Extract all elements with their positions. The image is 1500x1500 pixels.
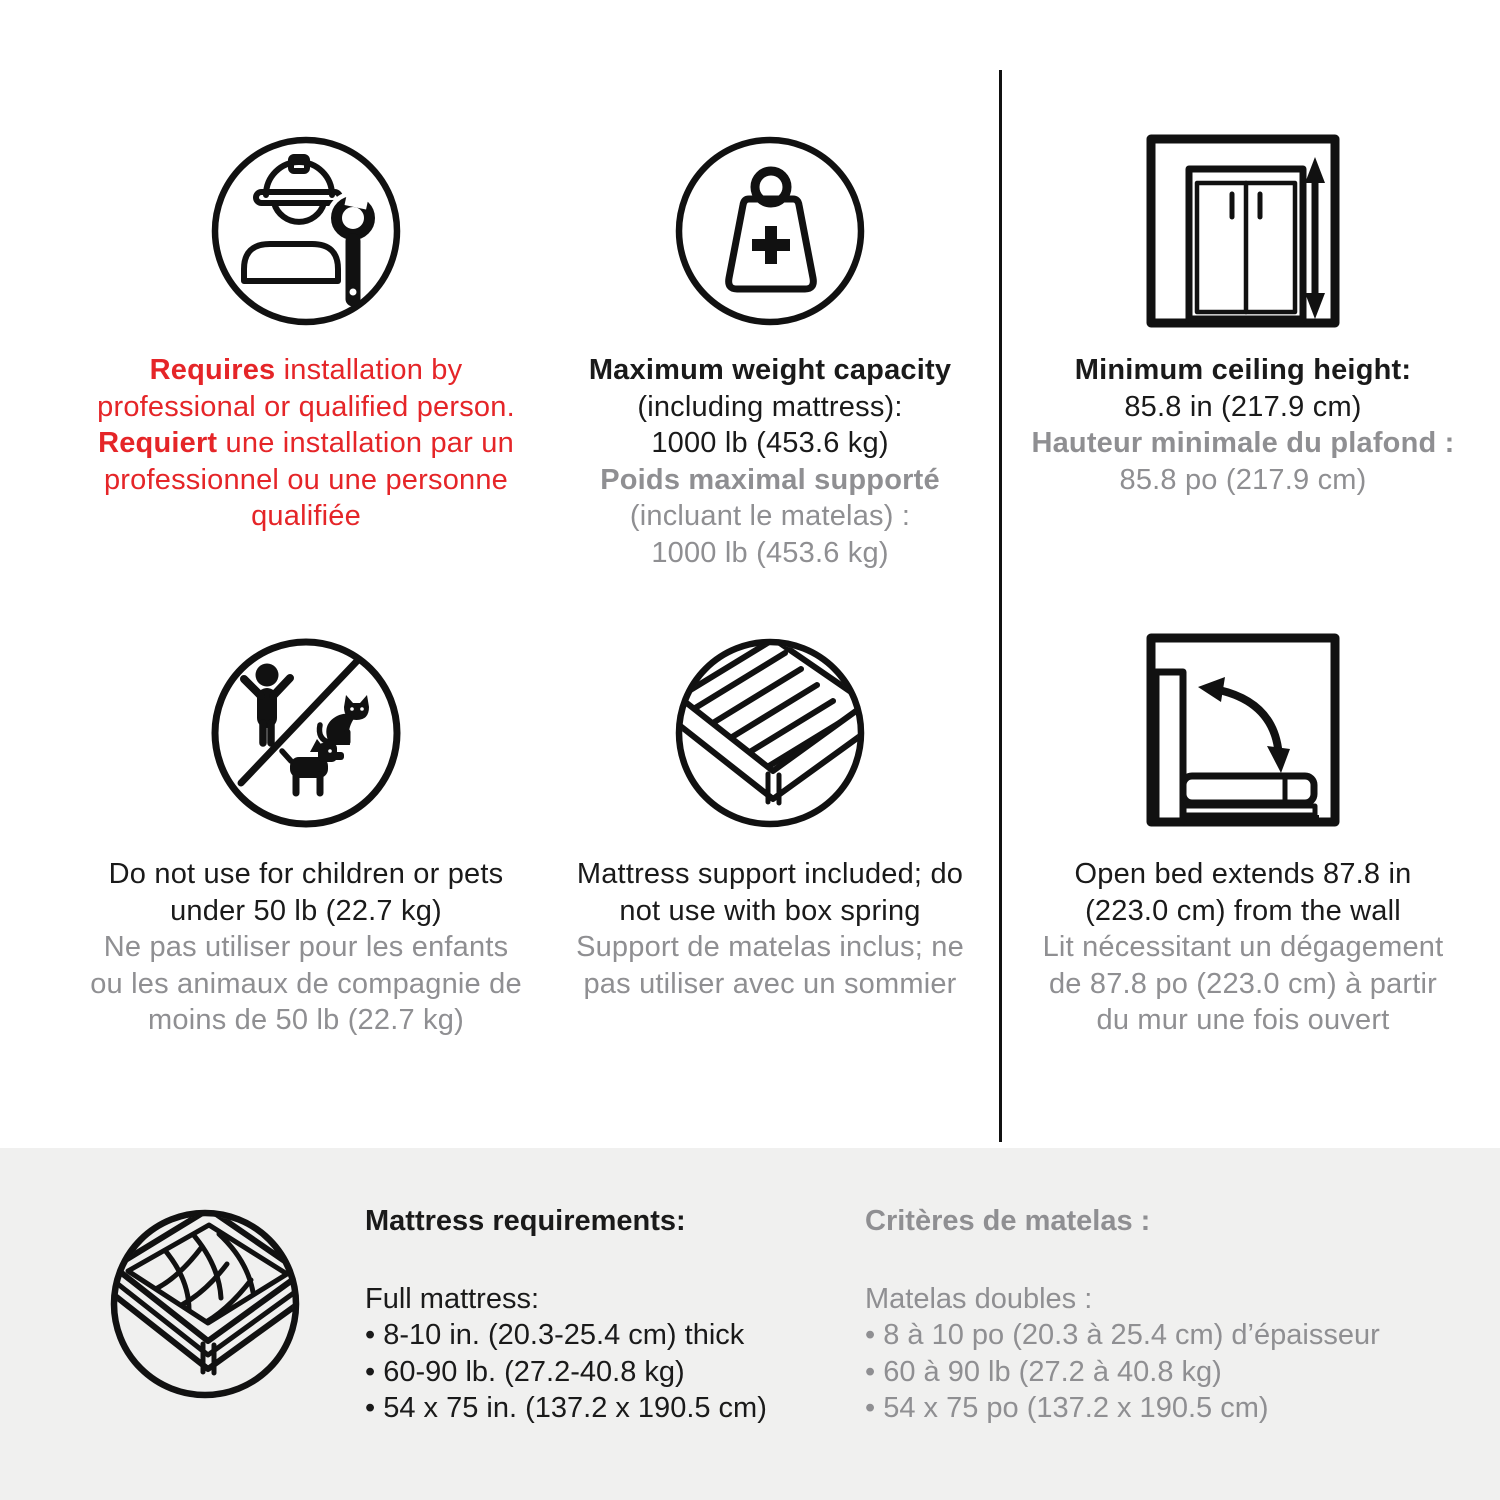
mattress-requirements-title-fr: Critères de matelas :: [865, 1205, 1151, 1237]
weight-plus-icon: [670, 131, 870, 331]
child-silhouette: [244, 664, 290, 744]
list-item: • 54 x 75 in. (137.2 x 190.5 cm): [365, 1390, 825, 1427]
card-text-weight: Maximum weight capacity (including mattress): 1000 lb (453.6 kg) Poids maximal supporté (incluant le matelas) : 1000 lb (453.6 kg): [588, 354, 952, 569]
cabinet-height-arrow-icon: [1143, 131, 1343, 331]
cat-silhouette: [319, 695, 369, 745]
tufted-mattress-icon: [105, 1204, 305, 1404]
murphy-bed-open-icon: [1143, 630, 1343, 830]
dog-silhouette: [282, 739, 344, 793]
installer-wrench-icon: [206, 131, 406, 331]
no-children-pets-icon: [206, 633, 406, 833]
card-text-ceiling: Minimum ceiling height: 85.8 in (217.9 cm) Hauteur minimale du plafond : 85.8 po (217.9 cm): [1031, 354, 1455, 496]
list-item: • 54 x 75 po (137.2 x 190.5 cm): [865, 1390, 1445, 1427]
mattress-requirements-list-en: [365, 1317, 825, 1427]
mattress-requirements-en: [365, 1203, 825, 1427]
mattress-requirements-title-en: Mattress requirements:: [365, 1205, 686, 1237]
slatted-base-icon: [670, 633, 870, 833]
vertical-divider: [999, 70, 1002, 1142]
mattress-requirements-fr: [865, 1203, 1445, 1427]
list-item: • 8 à 10 po (20.3 à 25.4 cm) d’épaisseur: [865, 1317, 1445, 1354]
list-item: • 60-90 lb. (27.2-40.8 kg): [365, 1354, 825, 1391]
card-text-installation: Requires installation by professional or qualified person. Requiert une installation par un professionnel ou une personne qualifiée: [97, 354, 515, 532]
list-item: • 60 à 90 lb (27.2 à 40.8 kg): [865, 1354, 1445, 1391]
mattress-requirements-list-fr: [865, 1317, 1445, 1427]
mattress-requirements-subtitle-fr: Matelas doubles :: [865, 1282, 1093, 1315]
list-item: • 8-10 in. (20.3-25.4 cm) thick: [365, 1317, 825, 1354]
card-text-children-pets: Do not use for children or pets under 50 lb (22.7 kg) Ne pas utiliser pour les enfants ou les animaux de compagnie de moins de 50 lb (22.7 kg): [90, 858, 522, 1036]
card-text-open-bed: Open bed extends 87.8 in (223.0 cm) from the wall Lit nécessitant un dégagement de 87.8 po (223.0 cm) à partir du mur une fois ouvert: [1042, 858, 1444, 1036]
card-text-support: Mattress support included; do not use with box spring Support de matelas inclus; ne pas utiliser avec un sommier: [576, 858, 964, 1000]
mattress-requirements-subtitle-en: Full mattress:: [365, 1282, 540, 1315]
